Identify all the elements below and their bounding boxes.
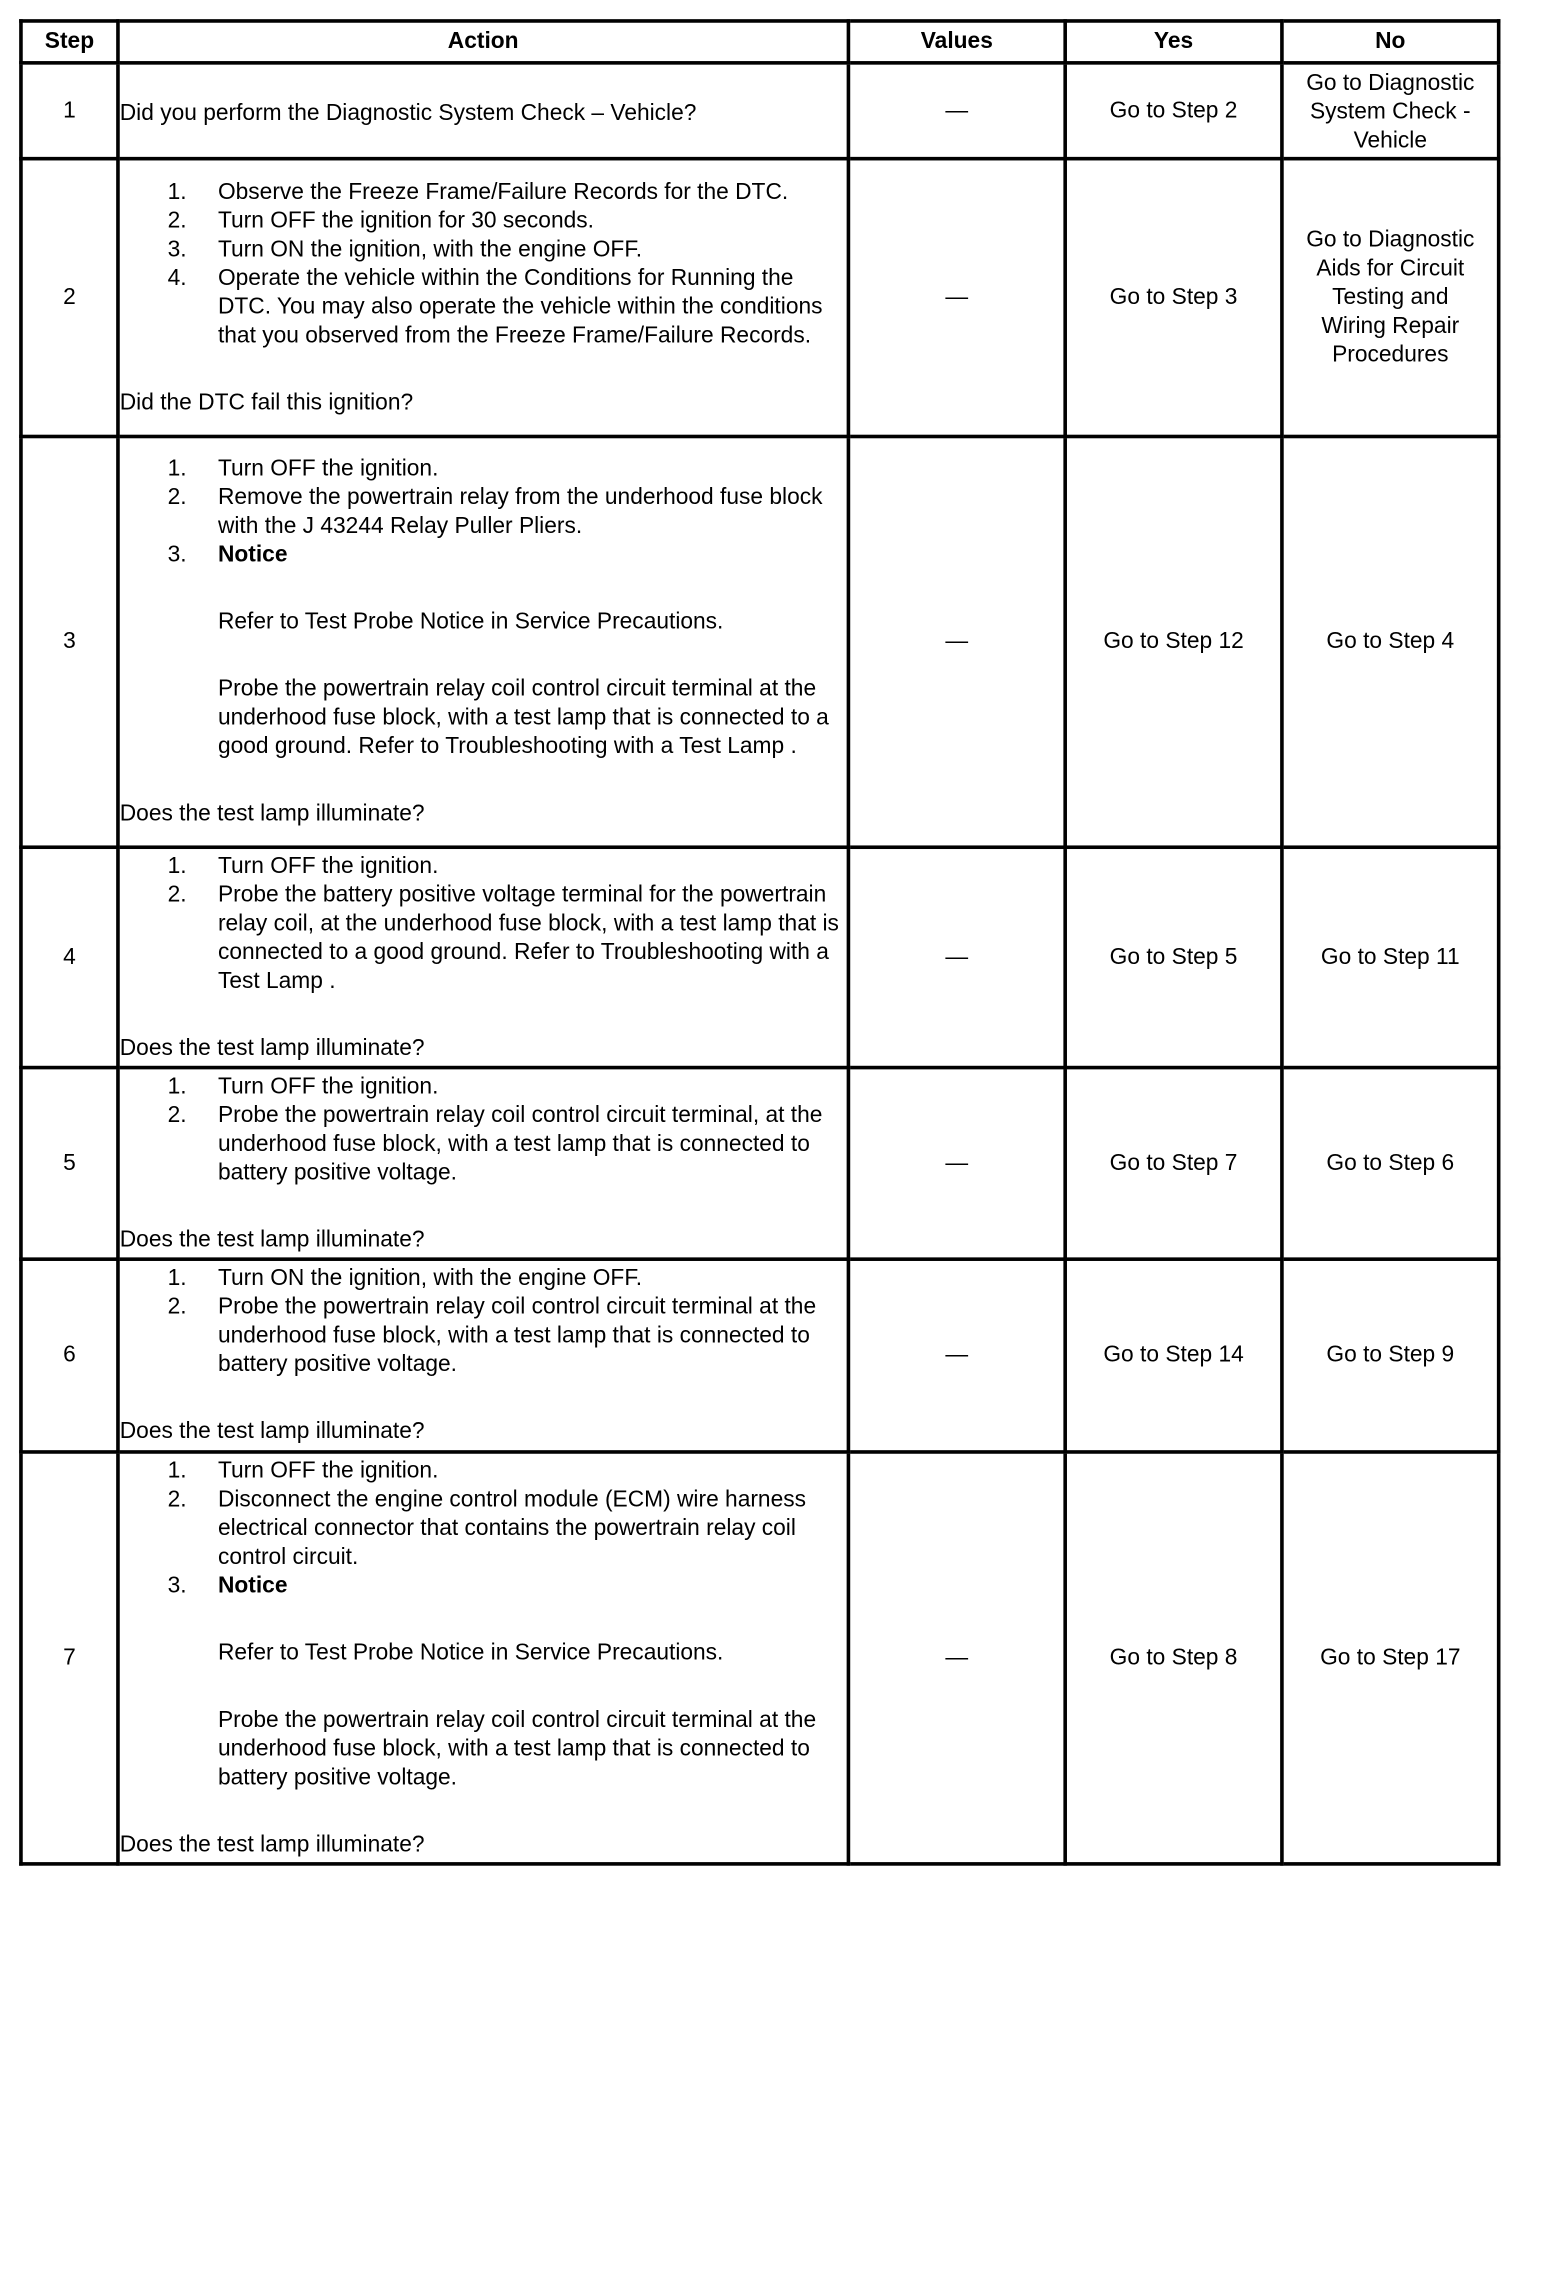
action-question: Did you perform the Diagnostic System Check – Vehicle? [119,99,697,126]
step-number: 1 [21,63,118,159]
action-item: 3. Turn ON the ignition, with the engine OFF. [167,236,643,262]
step-number: 4 [21,847,118,1067]
no-line: Aids for Circuit [1316,255,1465,281]
action-list [120,852,847,996]
values-cell: — [848,1068,1065,1260]
action-question: Does the test lamp illuminate? [119,1226,425,1252]
action-question: Does the test lamp illuminate? [119,1831,425,1857]
yes-link[interactable]: Go to Step 2 [1065,63,1282,159]
no-link[interactable]: Go to Step 17 [1282,1452,1499,1864]
action-item: 2. Disconnect the engine control module (ECM) wire harness electrical connector that contains the powertrain relay coil control circuit. [167,1486,806,1570]
values-cell: — [848,436,1065,847]
yes-link[interactable]: Go to Step 12 [1065,436,1282,847]
action-cell [118,159,848,437]
values-cell: — [848,159,1065,437]
action-cell [118,1068,848,1260]
action-item: 2. Probe the powertrain relay coil control circuit terminal at the underhood fuse block, with a test lamp that is connected to battery positive voltage. [167,1294,817,1378]
notice-label: Notice [217,542,288,568]
header-step: Step [21,21,118,63]
action-item: 4. Operate the vehicle within the Conditions for Running the DTC. You may also operate the vehicle within the conditions that you observed from the Freeze Frame/Failure Records. [167,265,823,348]
step-number: 6 [21,1259,118,1452]
no-link[interactable]: Go to Step 4 [1282,436,1499,847]
probe-text: Probe the powertrain relay coil control circuit terminal at the underhood fuse block, with a test lamp that is connected to a good ground. Refer to Troubleshooting with a Test Lamp . [217,676,829,760]
table-row [21,1068,1499,1260]
action-question: Does the test lamp illuminate? [119,801,425,827]
values-cell: — [848,847,1065,1067]
no-link[interactable] [1282,159,1499,437]
action-cell [118,847,848,1067]
table-row [21,1452,1499,1864]
step-number: 7 [21,1452,118,1864]
header-values: Values [848,21,1065,63]
action-item: 3. Notice [167,542,288,568]
no-line: Go to Diagnostic [1306,70,1475,96]
action-item: 2. Turn OFF the ignition for 30 seconds. [167,207,594,233]
action-item: 1. Turn OFF the ignition. [167,1457,439,1484]
header-row [21,21,1499,63]
action-cell [118,1452,848,1864]
no-line: System Check - [1310,99,1471,125]
no-link[interactable]: Go to Step 6 [1282,1068,1499,1260]
action-item: 2. Remove the powertrain relay from the underhood fuse block with the J 43244 Relay Puller Pliers. [167,484,823,539]
header-no: No [1282,21,1499,63]
action-list [120,1072,847,1187]
no-line: Procedures [1332,341,1449,368]
step-number: 2 [21,159,118,437]
table-row [21,847,1499,1067]
action-question: Did the DTC fail this ignition? [119,389,414,415]
action-item: 1. Turn OFF the ignition. [167,456,439,482]
table-row [21,436,1499,847]
yes-link[interactable]: Go to Step 5 [1065,847,1282,1067]
yes-link[interactable]: Go to Step 8 [1065,1452,1282,1864]
notice-label: Notice [217,1572,288,1599]
action-item: 1. Observe the Freeze Frame/Failure Records for the DTC. [167,179,789,205]
action-list [120,455,847,570]
action-cell [118,436,848,847]
no-line: Wiring Repair [1321,313,1460,339]
values-cell: — [848,1259,1065,1452]
header-yes: Yes [1065,21,1282,63]
action-list [120,1265,847,1380]
no-link[interactable] [1282,63,1499,159]
values-cell: — [848,1452,1065,1864]
action-item: 1. Turn OFF the ignition. [167,853,439,879]
no-link[interactable]: Go to Step 11 [1282,847,1499,1067]
table-row [21,63,1499,159]
no-link[interactable]: Go to Step 9 [1282,1259,1499,1452]
values-cell: — [848,63,1065,159]
diagnostic-table [19,19,1500,1866]
action-list [120,178,847,350]
notice-text: Refer to Test Probe Notice in Service Precautions. [217,1639,724,1666]
action-question: Does the test lamp illuminate? [119,1419,425,1445]
notice-text: Refer to Test Probe Notice in Service Precautions. [217,609,724,635]
action-item: 3. Notice [167,1572,288,1599]
probe-text: Probe the powertrain relay coil control circuit terminal at the underhood fuse block, with a test lamp that is connected to battery positive voltage. [217,1707,817,1790]
action-cell [118,1259,848,1452]
action-list [120,1457,847,1601]
action-item: 2. Probe the battery positive voltage terminal for the powertrain relay coil, at the underhood fuse block, with a test lamp that is connected to a good ground. Refer to Troubleshooting with a Test Lamp . [167,881,839,994]
yes-link[interactable]: Go to Step 7 [1065,1068,1282,1260]
action-question: Does the test lamp illuminate? [119,1035,425,1061]
action-cell [118,63,848,159]
action-item: 2. Probe the powertrain relay coil control circuit terminal, at the underhood fuse block, with a test lamp that is connected to battery positive voltage. [167,1102,823,1185]
no-line: Testing and [1332,284,1449,310]
step-number: 3 [21,436,118,847]
no-line: Go to Diagnostic [1306,226,1475,253]
step-number: 5 [21,1068,118,1260]
no-line: Vehicle [1353,128,1427,154]
yes-link[interactable]: Go to Step 3 [1065,159,1282,437]
yes-link[interactable]: Go to Step 14 [1065,1259,1282,1452]
header-action: Action [118,21,848,63]
table-row [21,1259,1499,1452]
table-row [21,159,1499,437]
action-item: 1. Turn OFF the ignition. [167,1073,439,1099]
action-item: 1. Turn ON the ignition, with the engine OFF. [167,1265,643,1291]
